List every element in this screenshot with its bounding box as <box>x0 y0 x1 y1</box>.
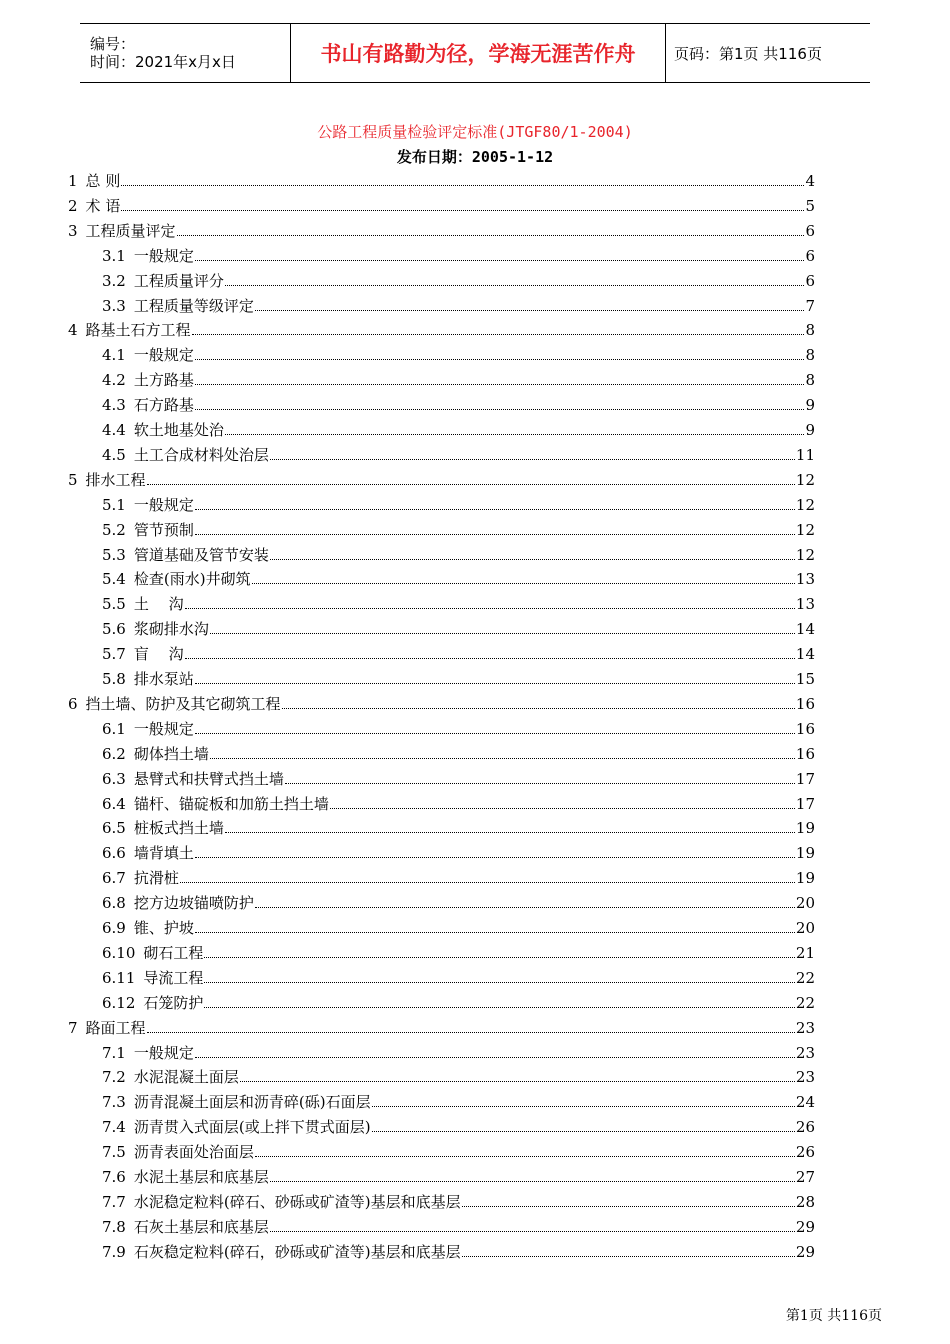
toc-entry-number: 6.6 <box>102 844 126 863</box>
toc-entry-label: 桩板式挡土墙 <box>133 819 224 838</box>
toc-leader-dots <box>195 845 795 858</box>
toc-entry-label: 导流工程 <box>143 968 204 987</box>
toc-entry-label: 石方路基 <box>133 396 194 415</box>
toc-leader-dots <box>204 995 794 1008</box>
toc-entry-label: 沥青表面处治面层 <box>133 1143 254 1162</box>
toc-entry[interactable] <box>102 519 815 539</box>
toc-leader-dots <box>147 472 795 485</box>
toc-entry-number: 5.4 <box>102 570 126 589</box>
toc-entry[interactable] <box>68 1017 815 1037</box>
toc-entry-page: 8 <box>805 371 815 390</box>
toc-entry-number: 6.3 <box>102 769 126 788</box>
toc-entry-label: 沥青混凝土面层和沥青碎(砾)石面层 <box>133 1093 371 1112</box>
toc-entry[interactable] <box>102 842 815 862</box>
toc-entry-page: 15 <box>795 670 815 688</box>
toc-leader-dots <box>180 870 795 883</box>
toc-leader-dots <box>195 920 795 933</box>
toc-entry-page: 14 <box>795 645 815 664</box>
toc-leader-dots <box>210 746 795 759</box>
toc-entry-label: 砌石工程 <box>143 943 204 962</box>
toc-entry-number: 5.6 <box>102 620 126 639</box>
publish-date: 发布日期：2005-1-12 <box>396 148 554 166</box>
toc-entry-number: 1 <box>68 172 78 190</box>
toc-entry-label: 砌体挡土墙 <box>133 744 209 763</box>
toc-entry-number: 5.1 <box>102 495 126 514</box>
toc-entry-number: 7.9 <box>102 1242 126 1261</box>
toc-entry-page: 4 <box>805 172 815 190</box>
toc-entry-page: 19 <box>795 819 815 838</box>
toc-entry-number: 5.8 <box>102 670 126 688</box>
toc-entry-number: 6.9 <box>102 919 126 937</box>
toc-entry-number: 4.4 <box>102 421 126 439</box>
toc-leader-dots <box>270 1219 795 1232</box>
toc-leader-dots <box>121 198 804 211</box>
toc-entry-page: 16 <box>795 744 815 763</box>
toc-entry-number: 6.5 <box>102 819 126 838</box>
toc-entry[interactable] <box>102 967 815 987</box>
toc-entry-number: 4.1 <box>102 346 126 365</box>
toc-entry[interactable] <box>102 817 815 837</box>
toc-entry[interactable] <box>102 295 815 315</box>
toc-leader-dots <box>240 1069 795 1082</box>
toc-entry-number: 6.12 <box>102 993 136 1012</box>
toc-leader-dots <box>255 1144 795 1157</box>
toc-entry-number: 6.8 <box>102 894 126 913</box>
toc-entry-number: 6 <box>68 694 78 713</box>
toc-entry-label: 水泥稳定粒料(碎石、砂砾或矿渣等)基层和底基层 <box>133 1192 461 1211</box>
toc-entry[interactable] <box>102 718 815 738</box>
toc-entry-page: 9 <box>805 421 815 439</box>
toc-entry-number: 5.3 <box>102 545 126 564</box>
toc-entry-page: 27 <box>795 1168 815 1186</box>
toc-entry-label: 锚杆、锚碇板和加筋土挡土墙 <box>133 794 329 813</box>
toc-entry-number: 3 <box>68 221 78 240</box>
toc-leader-dots <box>195 671 795 684</box>
toc-entry[interactable] <box>102 369 815 389</box>
toc-entry[interactable] <box>102 892 815 912</box>
toc-entry[interactable] <box>102 793 815 813</box>
toc-entry-page: 12 <box>795 470 815 489</box>
toc-entry-number: 7.3 <box>102 1093 126 1112</box>
toc-entry-page: 29 <box>795 1242 815 1261</box>
toc-leader-dots <box>195 497 795 510</box>
toc-entry-label: 石灰稳定粒料(碎石，砂砾或矿渣等)基层和底基层 <box>133 1242 461 1261</box>
toc-leader-dots <box>255 895 795 908</box>
toc-entry[interactable] <box>102 419 815 439</box>
toc-entry-number: 4.2 <box>102 371 126 390</box>
toc-entry-label: 工程质量评分 <box>133 271 224 290</box>
toc-entry-number: 3.3 <box>102 296 126 315</box>
toc-entry[interactable] <box>102 1241 815 1261</box>
toc-entry-page: 26 <box>795 1118 815 1137</box>
toc-entry-page: 20 <box>795 919 815 937</box>
toc-entry-page: 6 <box>805 246 815 265</box>
toc-leader-dots <box>372 1094 795 1107</box>
toc-entry[interactable] <box>102 1216 815 1236</box>
number-label: 编号： <box>90 35 136 53</box>
toc-leader-dots <box>255 298 805 311</box>
toc-leader-dots <box>195 372 805 385</box>
toc-leader-dots <box>252 571 795 584</box>
toc-entry-page: 26 <box>795 1143 815 1162</box>
toc-entry-label: 土 沟 <box>133 595 184 614</box>
toc-leader-dots <box>372 1119 795 1132</box>
toc-leader-dots <box>195 522 795 535</box>
toc-entry-label: 水泥土基层和底基层 <box>133 1168 269 1186</box>
toc-entry[interactable] <box>102 1141 815 1161</box>
toc-leader-dots <box>462 1244 795 1257</box>
toc-entry-number: 5 <box>68 470 78 489</box>
toc-entry[interactable] <box>102 1116 815 1136</box>
toc-entry-page: 14 <box>795 620 815 639</box>
toc-entry-page: 6 <box>805 271 815 290</box>
toc-leader-dots <box>147 1020 795 1033</box>
toc-entry-number: 6.2 <box>102 744 126 763</box>
toc-entry[interactable] <box>102 917 815 937</box>
toc-entry-page: 9 <box>805 396 815 415</box>
toc-entry-label: 墙背填土 <box>133 844 194 863</box>
toc-entry-page: 23 <box>795 1043 815 1062</box>
toc-entry-page: 29 <box>795 1217 815 1236</box>
toc-entry-label: 土方路基 <box>133 371 194 390</box>
toc-entry[interactable] <box>102 942 815 962</box>
toc-leader-dots <box>330 796 795 809</box>
toc-entry[interactable] <box>102 618 815 638</box>
toc-entry-page: 7 <box>805 296 815 315</box>
toc-leader-dots <box>204 970 794 983</box>
toc-entry-page: 22 <box>795 968 815 987</box>
toc-leader-dots <box>225 273 805 286</box>
toc-entry[interactable] <box>102 1091 815 1111</box>
toc-leader-dots <box>225 820 795 833</box>
toc-entry-page: 8 <box>805 346 815 365</box>
toc-entry-label: 总 则 <box>85 172 121 190</box>
toc-entry[interactable] <box>102 270 815 290</box>
toc-leader-dots <box>185 596 795 609</box>
toc-entry-label: 排水工程 <box>85 470 146 489</box>
toc-entry-number: 6.4 <box>102 794 126 813</box>
toc-entry-page: 24 <box>795 1093 815 1112</box>
toc-entry-page: 22 <box>795 993 815 1012</box>
toc-leader-dots <box>225 422 805 435</box>
toc-entry-label: 一般规定 <box>133 495 194 514</box>
toc-entry-number: 3.1 <box>102 246 126 265</box>
time-label: 时间：2021年x月x日 <box>90 53 236 71</box>
toc-entry-number: 5.7 <box>102 645 126 664</box>
toc-entry-page: 12 <box>795 520 815 539</box>
toc-entry-number: 6.7 <box>102 869 126 888</box>
toc-entry-label: 挡土墙、防护及其它砌筑工程 <box>85 694 281 713</box>
toc-entry-number: 7.8 <box>102 1217 126 1236</box>
toc-entry-label: 石灰土基层和底基层 <box>133 1217 269 1236</box>
toc-entry-page: 16 <box>795 719 815 738</box>
toc-entry-label: 工程质量评定 <box>85 221 176 240</box>
toc-leader-dots <box>185 646 795 659</box>
toc-entry-page: 28 <box>795 1192 815 1211</box>
toc-entry[interactable] <box>102 394 815 414</box>
toc-entry-label: 悬臂式和扶臂式挡土墙 <box>133 769 284 788</box>
toc-entry-page: 23 <box>795 1018 815 1037</box>
toc-entry-page: 5 <box>805 196 815 215</box>
toc-entry[interactable] <box>102 1191 815 1211</box>
toc-entry-label: 水泥混凝土面层 <box>133 1068 239 1087</box>
toc-entry[interactable] <box>102 1066 815 1086</box>
toc-entry-page: 8 <box>805 321 815 340</box>
toc-leader-dots <box>121 173 804 186</box>
toc-entry-number: 7.5 <box>102 1143 126 1162</box>
toc-entry[interactable] <box>68 220 815 240</box>
toc-leader-dots <box>177 223 805 236</box>
toc-entry-number: 6.10 <box>102 943 136 962</box>
toc-entry-page: 13 <box>795 570 815 589</box>
toc-leader-dots <box>270 1169 795 1182</box>
toc-entry[interactable] <box>102 593 815 613</box>
toc-entry[interactable] <box>68 469 815 489</box>
toc-entry-number: 4.5 <box>102 445 126 464</box>
toc-entry-page: 11 <box>795 445 815 464</box>
toc-entry-page: 6 <box>805 221 815 240</box>
toc-leader-dots <box>195 721 795 734</box>
toc-entry-label: 术 语 <box>85 196 121 215</box>
toc-entry-number: 7.2 <box>102 1068 126 1087</box>
toc-leader-dots <box>270 447 795 460</box>
toc-leader-dots <box>285 771 795 784</box>
toc-leader-dots <box>270 547 795 560</box>
toc-entry[interactable] <box>102 668 815 688</box>
toc-entry-label: 一般规定 <box>133 246 194 265</box>
toc-entry-page: 20 <box>795 894 815 913</box>
toc-entry-page: 12 <box>795 495 815 514</box>
toc-entry[interactable] <box>68 170 815 190</box>
toc-entry[interactable] <box>102 245 815 265</box>
header-slogan: 书山有路勤为径，学海无涯苦作舟 <box>291 24 666 83</box>
toc-leader-dots <box>282 696 795 709</box>
document-header <box>80 23 870 83</box>
toc-entry-label: 工程质量等级评定 <box>133 296 254 315</box>
toc-entry[interactable] <box>68 693 815 713</box>
toc-entry-label: 浆砌排水沟 <box>133 620 209 639</box>
toc-entry-number: 6.1 <box>102 719 126 738</box>
toc-entry-number: 4.3 <box>102 396 126 415</box>
footer-page-number: 第1页 共116页 <box>785 1308 882 1324</box>
toc-entry-page: 23 <box>795 1068 815 1087</box>
toc-entry[interactable] <box>102 768 815 788</box>
toc-entry-page: 21 <box>795 943 815 962</box>
toc-entry-page: 17 <box>795 769 815 788</box>
toc-entry-label: 沥青贯入式面层(或上拌下贯式面层) <box>133 1118 371 1137</box>
toc-entry-label: 路基土石方工程 <box>85 321 191 340</box>
toc-entry[interactable] <box>102 867 815 887</box>
toc-entry-number: 5.5 <box>102 595 126 614</box>
toc-entry-number: 7.7 <box>102 1192 126 1211</box>
toc-entry-page: 19 <box>795 869 815 888</box>
toc-entry[interactable] <box>102 494 815 514</box>
toc-entry-label: 路面工程 <box>85 1018 146 1037</box>
toc-entry[interactable] <box>102 344 815 364</box>
toc-entry-page: 16 <box>795 694 815 713</box>
toc-entry[interactable] <box>102 643 815 663</box>
toc-entry-label: 一般规定 <box>133 719 194 738</box>
toc-entry-label: 抗滑桩 <box>133 869 179 888</box>
toc-entry-page: 17 <box>795 794 815 813</box>
document-title: 公路工程质量检验评定标准(JTGF80/1-2004) <box>317 123 633 141</box>
toc-entry-number: 5.2 <box>102 520 126 539</box>
toc-leader-dots <box>204 945 794 958</box>
toc-leader-dots <box>195 248 805 261</box>
toc-entry-label: 检查(雨水)井砌筑 <box>133 570 251 589</box>
toc-entry-page: 19 <box>795 844 815 863</box>
toc-entry-label: 石笼防护 <box>143 993 204 1012</box>
toc-entry-label: 管节预制 <box>133 520 194 539</box>
toc-entry-number: 6.11 <box>102 968 136 987</box>
toc-entry[interactable] <box>102 992 815 1012</box>
toc-entry-label: 软土地基处治 <box>133 421 224 439</box>
header-meta <box>80 24 291 83</box>
toc-entry[interactable] <box>102 568 815 588</box>
toc-entry-number: 4 <box>68 321 78 340</box>
toc-entry-number: 7.4 <box>102 1118 126 1137</box>
toc-leader-dots <box>195 397 805 410</box>
toc-entry-label: 一般规定 <box>133 1043 194 1062</box>
toc-entry-label: 排水泵站 <box>133 670 194 688</box>
toc-entry-number: 7.6 <box>102 1168 126 1186</box>
toc-entry-label: 一般规定 <box>133 346 194 365</box>
toc-entry-label: 锥、护坡 <box>133 919 194 937</box>
toc-entry-label: 管道基础及管节安装 <box>133 545 269 564</box>
toc-entry[interactable] <box>68 195 815 215</box>
toc-entry-label: 盲 沟 <box>133 645 184 664</box>
toc-entry[interactable] <box>68 319 815 339</box>
toc-entry[interactable] <box>102 544 815 564</box>
toc-entry[interactable] <box>102 1042 815 1062</box>
toc-entry-number: 7.1 <box>102 1043 126 1062</box>
toc-entry-number: 7 <box>68 1018 78 1037</box>
toc-entry[interactable] <box>102 743 815 763</box>
toc-leader-dots <box>192 322 805 335</box>
toc-entry-label: 土工合成材料处治层 <box>133 445 269 464</box>
toc-leader-dots <box>462 1194 795 1207</box>
toc-entry[interactable] <box>102 444 815 464</box>
header-page-label: 页码：第1页 共116页 <box>666 24 871 83</box>
toc-entry[interactable] <box>102 1166 815 1186</box>
toc-leader-dots <box>195 1045 795 1058</box>
toc-leader-dots <box>195 347 805 360</box>
toc-leader-dots <box>210 621 795 634</box>
toc-entry-number: 3.2 <box>102 271 126 290</box>
toc-entry-page: 12 <box>795 545 815 564</box>
toc-entry-number: 2 <box>68 196 78 215</box>
toc-entry-label: 挖方边坡锚喷防护 <box>133 894 254 913</box>
toc-entry-page: 13 <box>795 595 815 614</box>
